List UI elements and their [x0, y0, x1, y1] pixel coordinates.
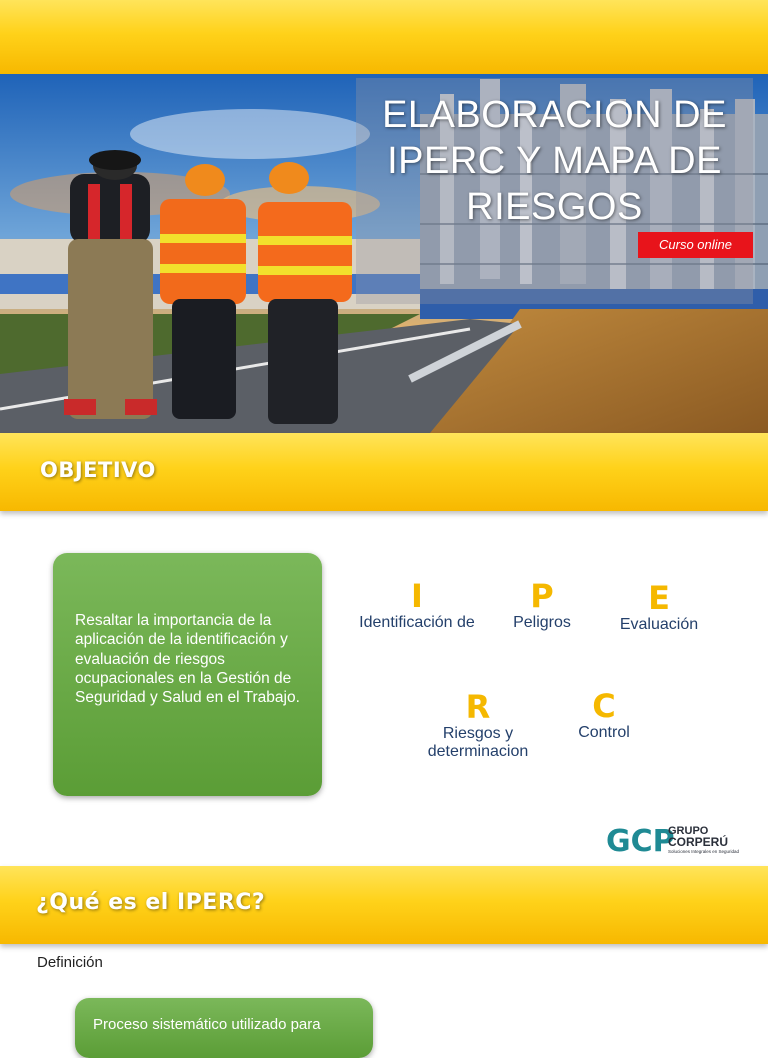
acronym-word: Peligros — [513, 614, 571, 631]
worker-left — [64, 150, 157, 419]
objetivo-heading: OBJETIVO — [40, 458, 156, 482]
acronym-r — [414, 689, 542, 761]
course-badge: Curso online — [638, 232, 753, 258]
logo-tagline: Soluciones Integrales en Seguridad — [668, 849, 740, 854]
objective-card — [53, 553, 322, 796]
acronym-letter: P — [530, 577, 554, 615]
worker-middle — [160, 164, 246, 419]
acronym-word: Identificación de — [359, 614, 475, 631]
logo-mark: GCP — [606, 824, 675, 859]
acronym-e — [606, 580, 712, 634]
acronym-letter: C — [592, 687, 616, 725]
acronym-word: Riesgos y determinacion — [427, 725, 529, 760]
definition-text: Proceso sistemático utilizado para — [93, 1016, 321, 1033]
acronym-p — [494, 578, 590, 632]
acronym-i — [356, 578, 478, 632]
acronym-letter: I — [411, 577, 423, 615]
acronym-letter: E — [648, 579, 670, 617]
hero-title: ELABORACION DE IPERC Y MAPA DE RIESGOS — [382, 94, 727, 228]
objetivo-banner — [0, 433, 768, 511]
acronym-word: Evaluación — [619, 616, 699, 633]
logo-name-line2: CORPERÚ — [668, 835, 729, 849]
acronym-c — [562, 688, 646, 742]
definition-card — [75, 998, 373, 1058]
logo-name-line1: GRUPO — [668, 825, 709, 837]
hero-title-box — [356, 78, 753, 304]
top-banner — [0, 0, 768, 74]
grupo-corperu-logo — [606, 820, 752, 858]
hero-banner — [0, 74, 768, 433]
acronym-word: Control — [578, 724, 630, 741]
iperc-banner — [0, 866, 768, 944]
acronym-letter: R — [465, 688, 491, 726]
iperc-heading: ¿Qué es el IPERC? — [36, 890, 266, 915]
objective-text: Resaltar la importancia de la aplicación de la identificación y evaluación de riesgos ocupacionales en la Gestión de Seguridad y Salud en el Trabajo. — [75, 612, 300, 707]
definition-label: Definición — [37, 954, 103, 971]
